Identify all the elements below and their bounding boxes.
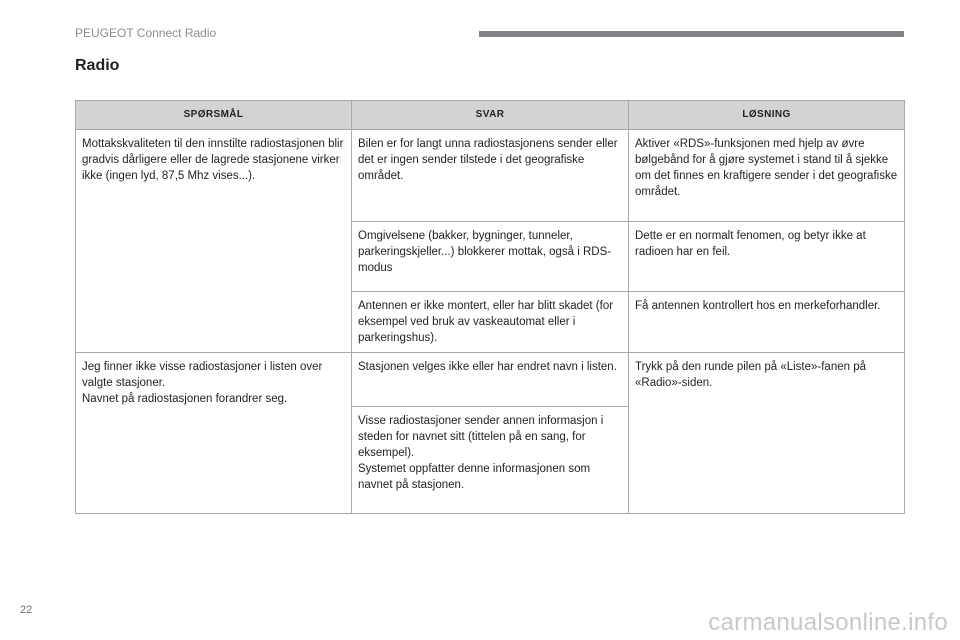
answer-cell: Omgivelsene (bakker, bygninger, tunneler, parkeringskjeller...) blokkerer mottak, også i RDS-modus (352, 222, 629, 292)
column-header-answer: SVAR (352, 101, 629, 130)
solution-cell: Trykk på den runde pilen på «Liste»-fanen på «Radio»-siden. (629, 353, 905, 514)
table-header-row (76, 101, 905, 130)
solution-cell: Få antennen kontrollert hos en merkeforhandler. (629, 292, 905, 353)
page-number: 22 (20, 604, 33, 616)
section-title: Radio (75, 57, 120, 74)
running-head: PEUGEOT Connect Radio (75, 26, 217, 40)
solution-cell: Aktiver «RDS»-funksjonen med hjelp av øvre bølgebånd for å gjøre systemet i stand til å sjekke om det finnes en kraftigere sender i det geografiske området. (629, 130, 905, 222)
watermark: carmanualsonline.info (708, 609, 948, 636)
table-row (76, 130, 905, 222)
solution-cell: Dette er en normalt fenomen, og betyr ikke at radioen har en feil. (629, 222, 905, 292)
table-row (76, 353, 905, 407)
question-cell: Jeg finner ikke visse radiostasjoner i listen over valgte stasjoner. Navnet på radiostasjonen forandrer seg. (76, 353, 352, 514)
troubleshooting-table (75, 100, 905, 514)
header-rule (479, 31, 904, 37)
column-header-question: SPØRSMÅL (76, 101, 352, 130)
answer-cell: Antennen er ikke montert, eller har blitt skadet (for eksempel ved bruk av vaskeautomat eller i parkeringshus). (352, 292, 629, 353)
answer-cell: Stasjonen velges ikke eller har endret navn i listen. (352, 353, 629, 407)
column-header-solution: LØSNING (629, 101, 905, 130)
answer-cell: Bilen er for langt unna radiostasjonens sender eller det er ingen sender tilstede i det geografiske området. (352, 130, 629, 222)
answer-cell: Visse radiostasjoner sender annen informasjon i steden for navnet sitt (tittelen på en sang, for eksempel). Systemet oppfatter denne informasjonen som navnet på stasjonen. (352, 407, 629, 514)
question-cell: Mottakskvaliteten til den innstilte radiostasjonen blir gradvis dårligere eller de lagrede stasjonene virker ikke (ingen lyd, 87,5 Mhz vises...). (76, 130, 352, 353)
